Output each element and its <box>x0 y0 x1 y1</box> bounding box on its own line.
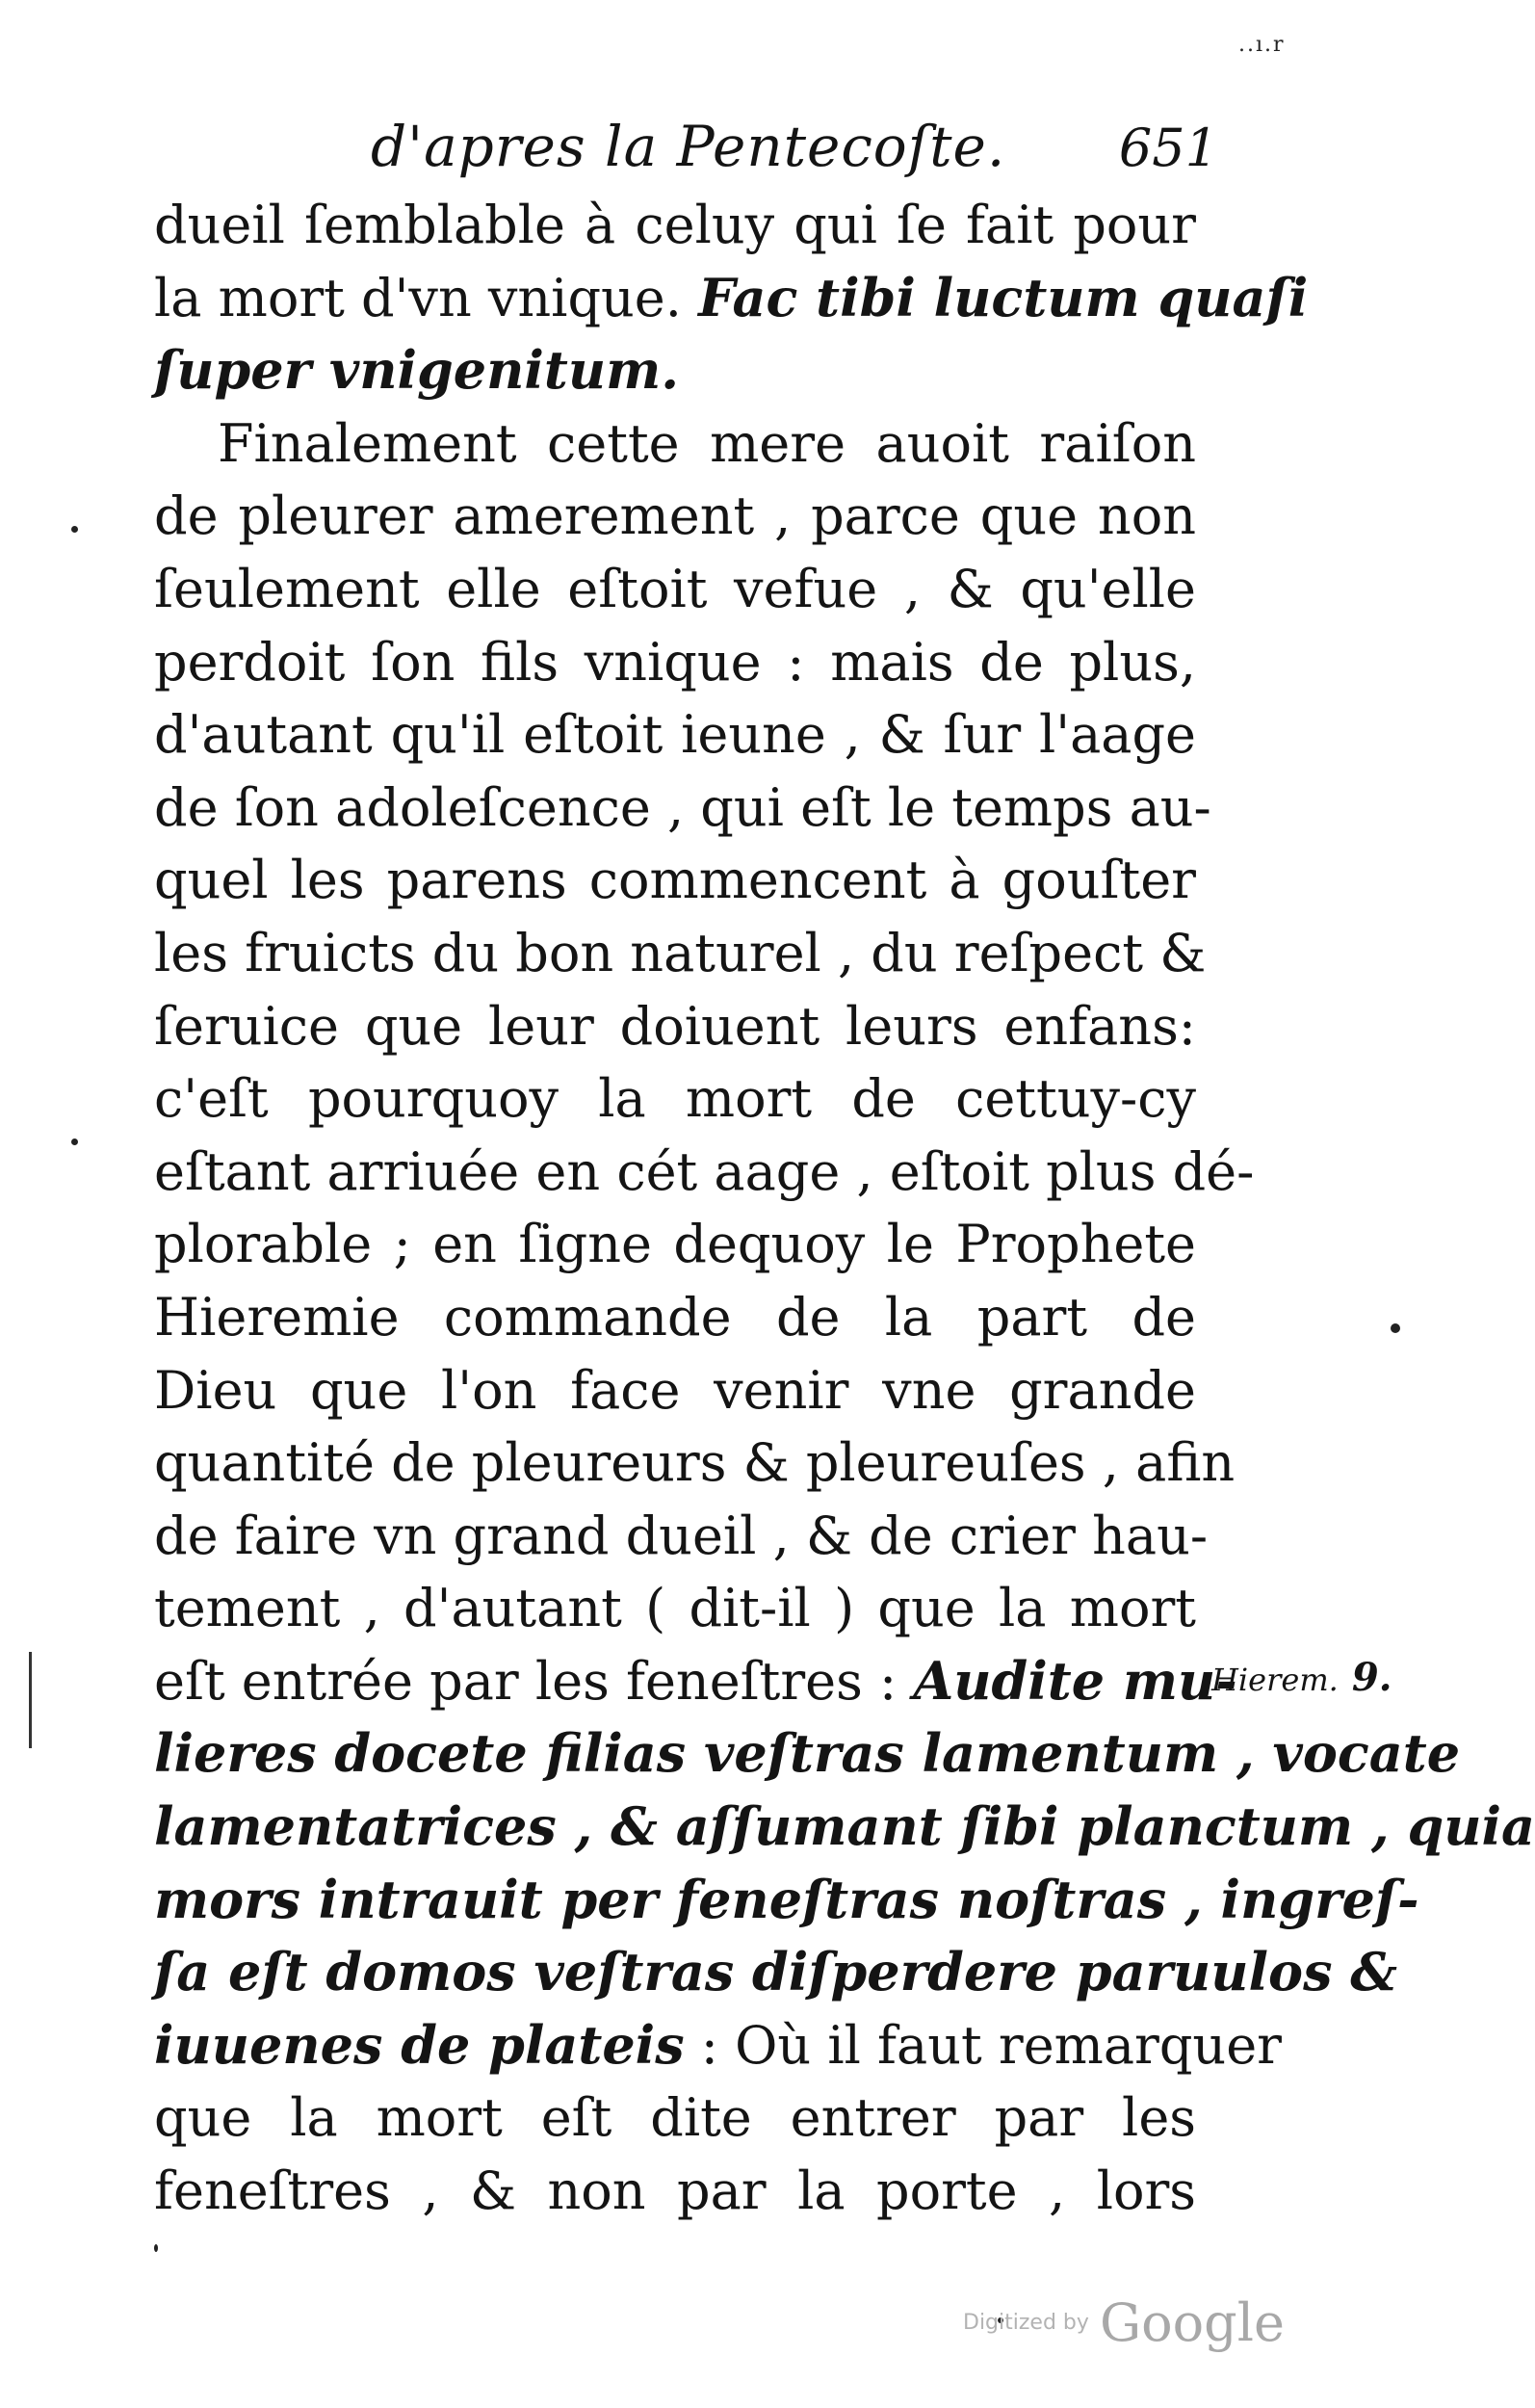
text-line <box>154 1281 1196 1354</box>
text-line <box>154 553 1196 626</box>
text-line <box>154 407 1196 481</box>
text-segment: feneſtres , & non par la porte , lors <box>154 2160 1196 2222</box>
text-line <box>154 1791 1535 1864</box>
body-text <box>154 189 1535 2228</box>
text-segment: : Où il faut remarquer <box>684 2014 1282 2076</box>
text-segment: quel les parens commencent à gouſter <box>154 850 1196 911</box>
text-line <box>154 334 1196 407</box>
text-segment: eſt entrée par les feneſtres : <box>154 1650 914 1712</box>
latin-quotation: Audite mu- <box>913 1649 1237 1712</box>
text-line <box>154 2009 1282 2082</box>
latin-quotation: ſa eſt domos veſtras diſperdere paruulos & <box>154 1941 1398 2003</box>
text-line <box>154 1426 1236 1500</box>
latin-quotation: lamentatrices , & aſſumant ſibi planctum , quia <box>154 1795 1535 1858</box>
digitization-watermark <box>963 2292 1285 2353</box>
scan-edge-mark <box>29 1652 32 1748</box>
latin-quotation: lieres docete filias veſtras lamentum , vocate <box>154 1722 1461 1785</box>
text-line <box>154 480 1196 553</box>
watermark-caption: Digitized by <box>963 2311 1089 2335</box>
text-segment: eſtant arriuée en cét aage , eſtoit plus dé- <box>154 1140 1255 1202</box>
corner-mark: ..ı.r <box>1238 33 1286 57</box>
latin-quotation: Fac tibi luctum quaſi <box>698 266 1309 328</box>
margin-note-label: Hierem. <box>1211 1662 1339 1698</box>
text-line <box>154 1645 1237 1718</box>
text-line <box>154 698 1196 772</box>
ink-speck <box>1391 1323 1400 1333</box>
text-line <box>154 2081 1196 2155</box>
text-line <box>154 2155 1196 2228</box>
text-line <box>154 262 1309 335</box>
text-line <box>154 1062 1196 1136</box>
text-segment: ſeruice que leur doiuent leurs enfans: <box>154 995 1196 1057</box>
text-segment: de pleurer amerement , parce que non <box>154 485 1196 547</box>
text-segment: de faire vn grand dueil , & de crier hau- <box>154 1505 1209 1566</box>
latin-quotation: ſuper vnigenitum. <box>154 339 680 402</box>
text-segment: Dieu que l'on face venir vne grande <box>154 1359 1196 1421</box>
google-logo: Google <box>1100 2292 1285 2353</box>
margin-note <box>1211 1655 1392 1700</box>
text-line <box>154 1864 1419 1937</box>
text-line <box>154 1354 1196 1427</box>
text-line <box>154 1572 1196 1645</box>
text-line <box>154 1208 1196 1281</box>
text-line <box>154 772 1211 845</box>
text-segment: d'autant qu'il eſtoit ieune , & ſur l'aage <box>154 704 1196 766</box>
text-segment: c'eſt pourquoy la mort de cettuy-cy <box>154 1068 1196 1130</box>
ink-speck <box>154 2244 158 2252</box>
text-line <box>154 844 1196 917</box>
latin-quotation: mors intrauit per feneſtras noſtras , ingreſ- <box>154 1868 1419 1930</box>
ink-speck <box>71 1139 78 1145</box>
text-segment: Finalement cette mere auoit raiſon <box>218 412 1196 474</box>
text-line <box>154 189 1196 262</box>
text-segment: les fruicts du bon naturel , du reſpect & <box>154 922 1207 983</box>
page-number: 651 <box>1118 118 1218 178</box>
text-line <box>154 990 1196 1063</box>
text-line <box>154 1717 1461 1791</box>
text-line <box>154 917 1207 990</box>
text-segment: la mort d'vn vnique. <box>154 267 699 328</box>
text-line <box>154 1936 1398 2009</box>
text-segment: plorable ; en ſigne dequoy le Prophete <box>154 1214 1196 1275</box>
text-segment: tement , d'autant ( dit-il ) que la mort <box>154 1578 1196 1639</box>
text-segment: ſeulement elle eſtoit vefue , & qu'elle <box>154 558 1196 619</box>
text-segment: perdoit ſon fils vnique : mais de plus, <box>154 631 1196 693</box>
latin-quotation: iuuenes de plateis <box>154 2013 685 2076</box>
ink-speck <box>71 526 78 533</box>
text-segment: de ſon adoleſcence , qui eſt le temps au- <box>154 776 1211 838</box>
running-head: d'apres la Pentecoſte. <box>371 114 1006 179</box>
text-segment: quantité de pleureurs & pleureuſes , afin <box>154 1432 1236 1494</box>
text-line <box>154 1500 1209 1573</box>
text-segment: Hieremie commande de la part de <box>154 1286 1196 1348</box>
text-segment: dueil ſemblable à celuy qui ſe fait pour <box>154 195 1196 255</box>
page-header <box>371 114 1218 191</box>
margin-note-number: 9. <box>1351 1655 1392 1700</box>
text-line <box>154 626 1196 699</box>
text-segment: que la mort eſt dite entrer par les <box>154 2087 1196 2149</box>
text-line <box>154 1136 1255 1209</box>
